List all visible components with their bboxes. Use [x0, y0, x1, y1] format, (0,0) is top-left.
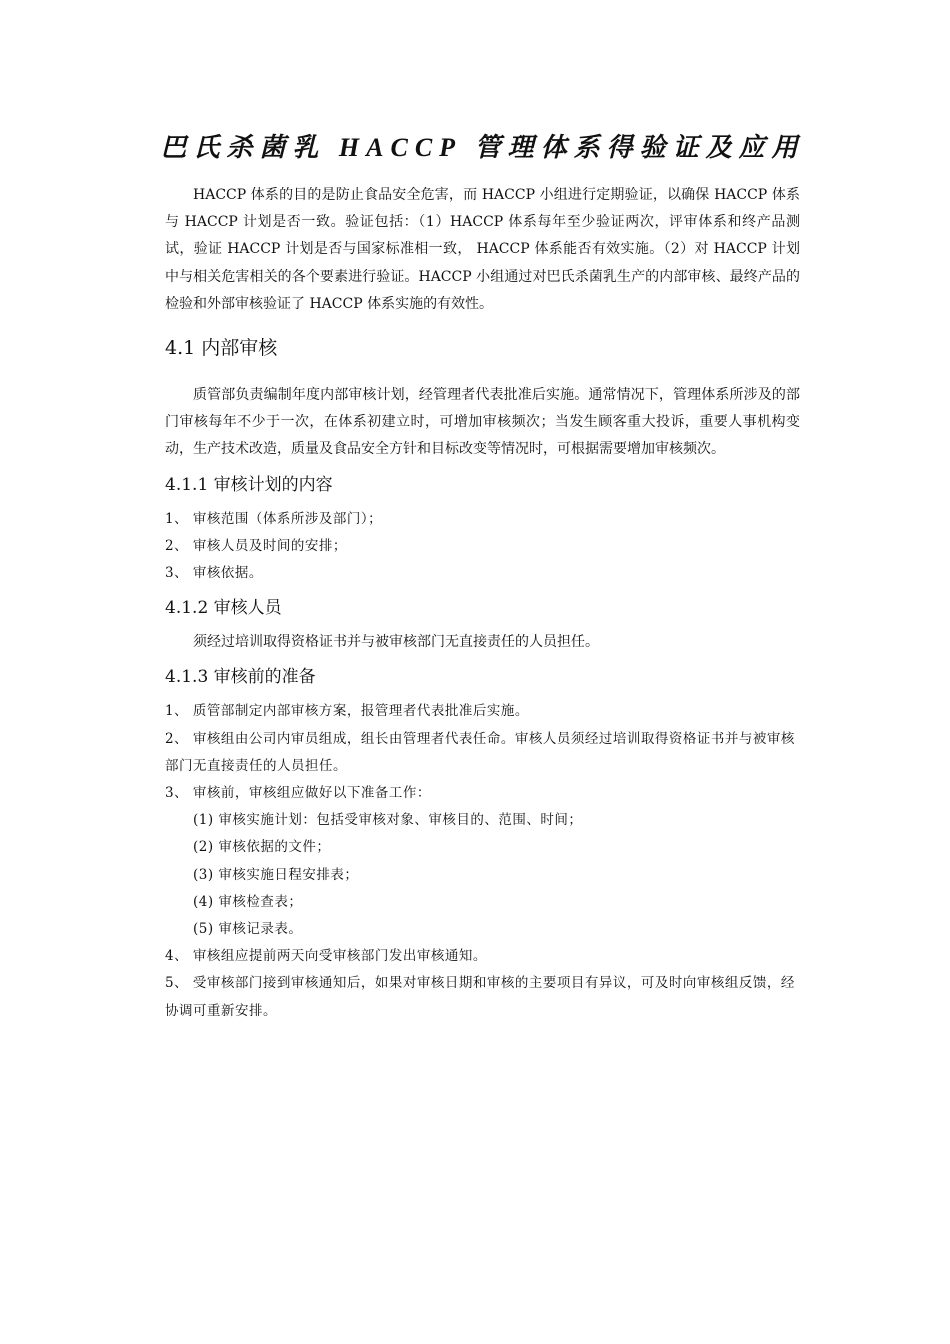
list-item: 1、 审核范围（体系所涉及部门）； — [165, 510, 383, 527]
sub-list-item: (3) 审核实施日程安排表； — [193, 866, 359, 883]
list-item: 3、 审核依据。 — [165, 565, 263, 582]
section-4-1-2-body: 须经过培训取得资格证书并与被审核部门无直接责任的人员担任。 — [193, 634, 599, 651]
sub-list-item: (5) 审核记录表。 — [193, 921, 303, 938]
section-4-1-heading: 4.1 内部审核 — [165, 337, 278, 360]
list-item: 2、 审核人员及时间的安排； — [165, 537, 347, 554]
sub-list-item: (4) 审核检查表； — [193, 893, 303, 910]
section-4-1-body: 质管部负责编制年度内部审核计划，经管理者代表批准后实施。通常情况下，管理体系所涉及的部门审核每年不少于一次，在体系初建立时，可增加审核频次；当发生顾客重大投诉，重要人事机构变动，生产技术改造，质量及食品安全方针和目标改变等情况时，可根据需要增加审核频次。 — [165, 387, 800, 458]
list-item: 3、 审核前，审核组应做好以下准备工作： — [165, 785, 431, 802]
list-item: 4、 审核组应提前两天向受审核部门发出审核通知。 — [165, 948, 487, 965]
sub-list-item: (1) 审核实施计划：包括受审核对象、审核目的、范围、时间； — [193, 812, 583, 829]
section-4-1-2-heading: 4.1.2 审核人员 — [165, 598, 282, 619]
intro-paragraph: HACCP 体系的目的是防止食品安全危害，而 HACCP 小组进行定期验证，以确保 HACCP 体系与 HACCP 计划是否一致。验证包括：（1）HACCP 体系每年至少验证两次，评审体系和终产品测试，验证 HACCP 计划是否与国家标准相一致， HACCP 体系能否有效实施。（2）对 HACCP 计划中与相关危害相关的各个要素进行验证。HACCP 小组通过对巴氏杀菌乳生产的内部审核、最终产品的检验和外部审核验证了 HACCP 体系实施的有效性。 — [165, 187, 800, 312]
list-item: 2、 审核组由公司内审员组成，组长由管理者代表任命。审核人员须经过培训取得资格证书并与被审核部门无直接责任的人员担任。 — [165, 730, 795, 774]
section-4-1-3-heading: 4.1.3 审核前的准备 — [165, 667, 316, 688]
section-4-1-1-heading: 4.1.1 审核计划的内容 — [165, 474, 333, 495]
list-item: 5、 受审核部门接到审核通知后，如果对审核日期和审核的主要项目有异议，可及时向审核组反馈，经协调可重新安排。 — [165, 975, 795, 1019]
document-page — [160, 128, 805, 1025]
document-title: 巴氏杀菌乳 HACCP 管理体系得验证及应用 — [160, 133, 805, 162]
sub-list-item: (2) 审核依据的文件； — [193, 839, 331, 856]
list-item: 1、 质管部制定内部审核方案，报管理者代表批准后实施。 — [165, 703, 529, 720]
